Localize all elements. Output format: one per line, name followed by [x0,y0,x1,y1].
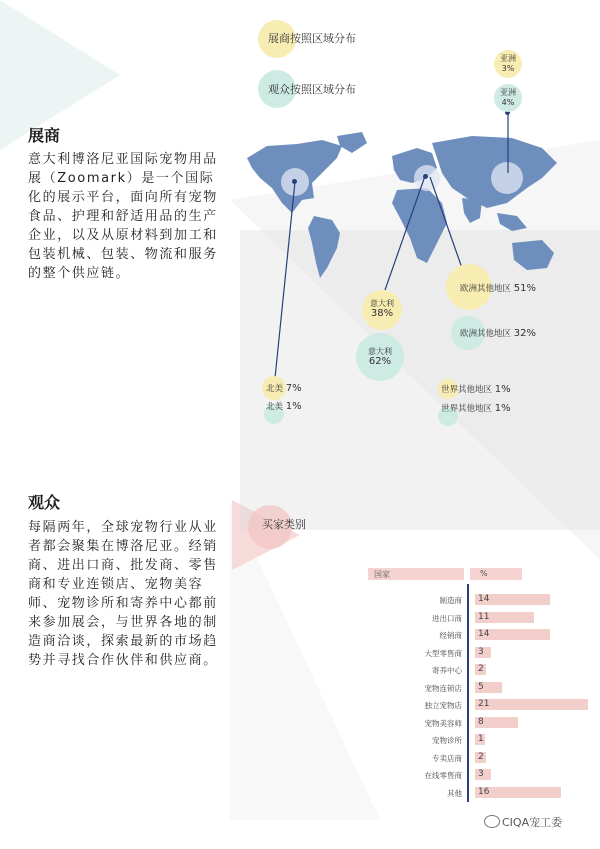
buyer-title: 买家类别 [262,518,306,531]
bar-value-label: 2 [478,664,484,674]
italy-exhibitor-label: 意大利 38% [370,299,394,319]
bar-value-label: 3 [478,646,484,657]
category-label: 宠物美容师 [424,718,462,728]
category-label: 专卖店商 [432,753,462,763]
exhibitor-legend-label: 展商按照区域分布 [268,32,356,45]
italy-visitor-label: 意大利 62% [368,347,392,367]
bar-value-label: 14 [478,629,490,639]
watermark-text: CIQA宠工委 [502,816,563,829]
bar-value-label: 16 [478,786,490,797]
category-label: 制造商 [439,596,462,605]
na-exhibitor-label: 北美 7% [266,383,302,394]
africa-shape [392,188,447,263]
asia-visitor-label: 亚洲 4% [500,88,516,107]
exhibitor-paragraph: 意大利博洛尼亚国际宠物用品展（Zoomark）是一个国际化的展示平台，面向所有宠物食品、护理和舒适用品的生产企业，以及从原材料到加工和包装机械、包装、物流和服务的整个供应链。 [28,152,218,281]
category-label: 宠物诊所 [432,736,462,745]
south-america-shape [308,216,340,278]
category-label: 在线零售商 [424,771,462,780]
category-label: 其他 [447,788,462,798]
category-label: 进出口商 [432,613,462,623]
asia-hotspot [491,162,523,194]
category-label: 寄养中心 [432,666,462,675]
bar-value-label: 5 [478,681,484,692]
chart-header-right [470,568,522,580]
chart-header-right-label: % [480,569,488,578]
category-label: 宠物连锁店 [424,683,462,693]
category-label: 经销商 [439,631,462,640]
southeast-asia-shape [497,213,527,231]
bar [475,699,588,710]
visitor-heading: 观众 [28,493,61,512]
bar-value-label: 2 [478,751,484,762]
bar-value-label: 8 [478,716,484,727]
watermark-icon [484,815,500,828]
exhibitor-heading: 展商 [28,126,61,145]
bar-value-label: 3 [478,769,484,779]
greenland-shape [337,132,367,153]
south-asia-shape [462,198,482,223]
australia-shape [512,240,554,270]
category-label: 独立宠物店 [424,701,462,710]
na-marker-dot [292,179,297,184]
na-visitor-label: 北美 1% [266,401,302,412]
bar-value-label: 11 [478,611,490,622]
bar-value-label: 21 [478,699,490,709]
category-label: 大型零售商 [424,648,462,658]
visitor-paragraph: 每隔两年，全球宠物行业从业者都会聚集在博洛尼亚。经销商、进出口商、批发商、零售商和专业连锁店、宠物美容师、宠物诊所和寄养中心都前来参加展会，与世界各地的制造商洽谈，探索最新的市场趋势并寻找合作伙伴和供应商。 [28,520,218,668]
world-visitor-label: 世界其他地区 1% [441,403,511,414]
chart-axis-line [467,584,469,802]
world-map [242,128,562,288]
asia-exhibitor-label: 亚洲 3% [500,54,516,73]
world-exhibitor-label: 世界其他地区 1% [441,384,511,395]
europe-marker-dot [423,174,428,179]
visitor-legend-label: 观众按照区域分布 [268,83,356,96]
chart-header-left-label: 国家 [374,570,390,579]
bar-value-label: 1 [478,734,484,744]
europe-visitor-label: 欧洲其他地区 32% [460,328,536,339]
europe-exhibitor-label: 欧洲其他地区 51% [460,283,536,294]
bar-value-label: 14 [478,594,490,604]
